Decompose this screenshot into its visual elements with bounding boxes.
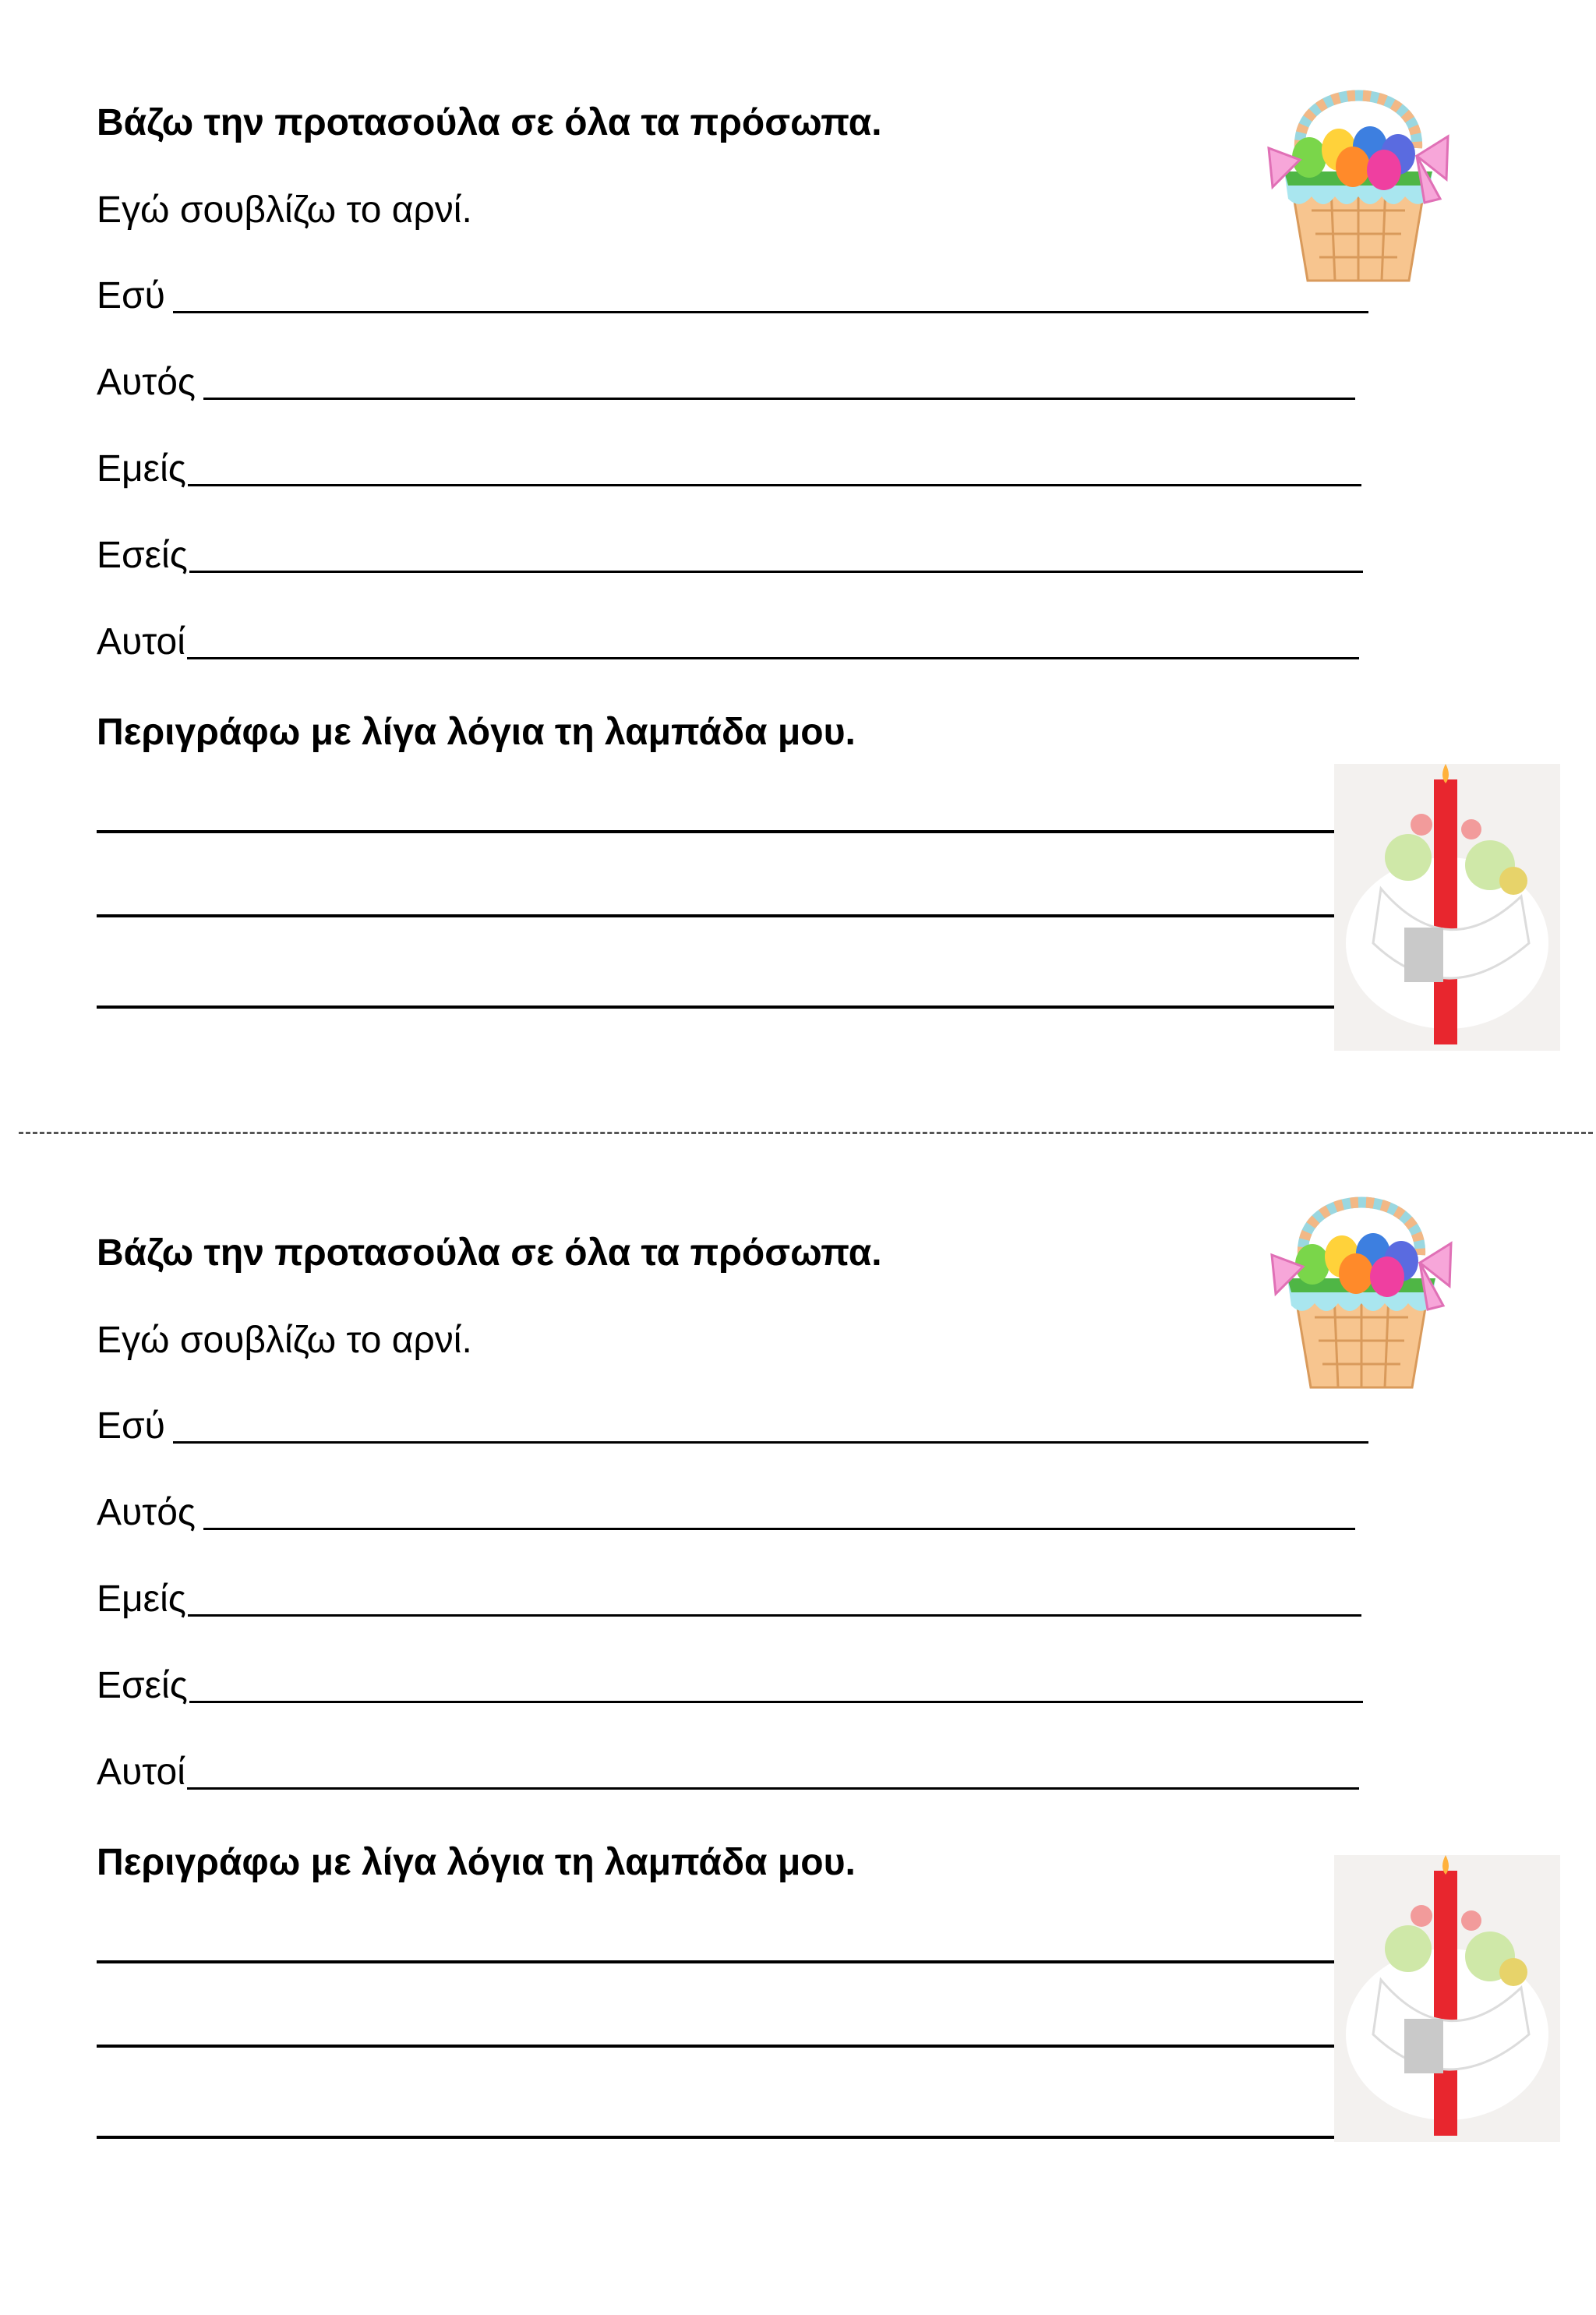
answer-line[interactable] [188, 1614, 1361, 1617]
pronoun-row-eseis[interactable] [97, 1664, 1363, 1708]
writing-line-1[interactable] [97, 830, 1334, 833]
pronoun-row-emeis[interactable] [97, 1578, 1361, 1621]
answer-line[interactable] [189, 571, 1363, 573]
pronoun-row-aftoi[interactable] [97, 620, 1359, 664]
pronoun-label: Αυτοί [97, 1751, 185, 1793]
easter-basket-icon [1261, 62, 1456, 288]
answer-line[interactable] [203, 1528, 1355, 1530]
answer-line[interactable] [173, 311, 1368, 313]
easter-candle-icon [1334, 764, 1560, 1051]
description-task: Περιγράφω με λίγα λόγια τη λαμπάδα μου. [97, 712, 856, 753]
pronoun-label: Εσύ [97, 1405, 165, 1447]
answer-line[interactable] [187, 1787, 1359, 1790]
cut-line-divider [19, 1132, 1593, 1134]
writing-line-2[interactable] [97, 2045, 1334, 2048]
pronoun-row-aftoi[interactable] [97, 1751, 1359, 1794]
pronoun-row-esy[interactable] [97, 274, 1368, 318]
pronoun-row-aftos[interactable] [97, 361, 1355, 405]
writing-line-3[interactable] [97, 2136, 1464, 2139]
exercise-heading: Βάζω την προτασούλα σε όλα τα πρόσωπα. [97, 1232, 882, 1274]
pronoun-row-eseis[interactable] [97, 534, 1363, 578]
pronoun-row-emeis[interactable] [97, 447, 1361, 491]
answer-line[interactable] [203, 398, 1355, 400]
worksheet-bottom [0, 1193, 1596, 2315]
answer-line[interactable] [187, 657, 1359, 659]
pronoun-label: Αυτός [97, 362, 196, 403]
example-sentence: Εγώ σουβλίζω το αρνί. [97, 189, 472, 231]
worksheet-top [0, 62, 1596, 1185]
answer-line[interactable] [173, 1441, 1368, 1444]
pronoun-row-esy[interactable] [97, 1405, 1368, 1448]
answer-line[interactable] [188, 484, 1361, 486]
writing-line-2[interactable] [97, 914, 1334, 917]
writing-line-3[interactable] [97, 1006, 1464, 1009]
pronoun-label: Εμείς [97, 448, 186, 490]
example-sentence: Εγώ σουβλίζω το αρνί. [97, 1320, 472, 1361]
easter-basket-icon [1264, 1169, 1459, 1395]
answer-line[interactable] [189, 1701, 1363, 1703]
pronoun-label: Εσείς [97, 1665, 188, 1706]
description-task: Περιγράφω με λίγα λόγια τη λαμπάδα μου. [97, 1842, 856, 1883]
pronoun-label: Εσείς [97, 535, 188, 576]
pronoun-label: Αυτοί [97, 621, 185, 663]
writing-line-1[interactable] [97, 1960, 1334, 1963]
pronoun-row-aftos[interactable] [97, 1491, 1355, 1535]
exercise-heading: Βάζω την προτασούλα σε όλα τα πρόσωπα. [97, 102, 882, 143]
easter-candle-icon [1334, 1855, 1560, 2142]
pronoun-label: Εμείς [97, 1578, 186, 1620]
pronoun-label: Εσύ [97, 275, 165, 316]
pronoun-label: Αυτός [97, 1492, 196, 1533]
